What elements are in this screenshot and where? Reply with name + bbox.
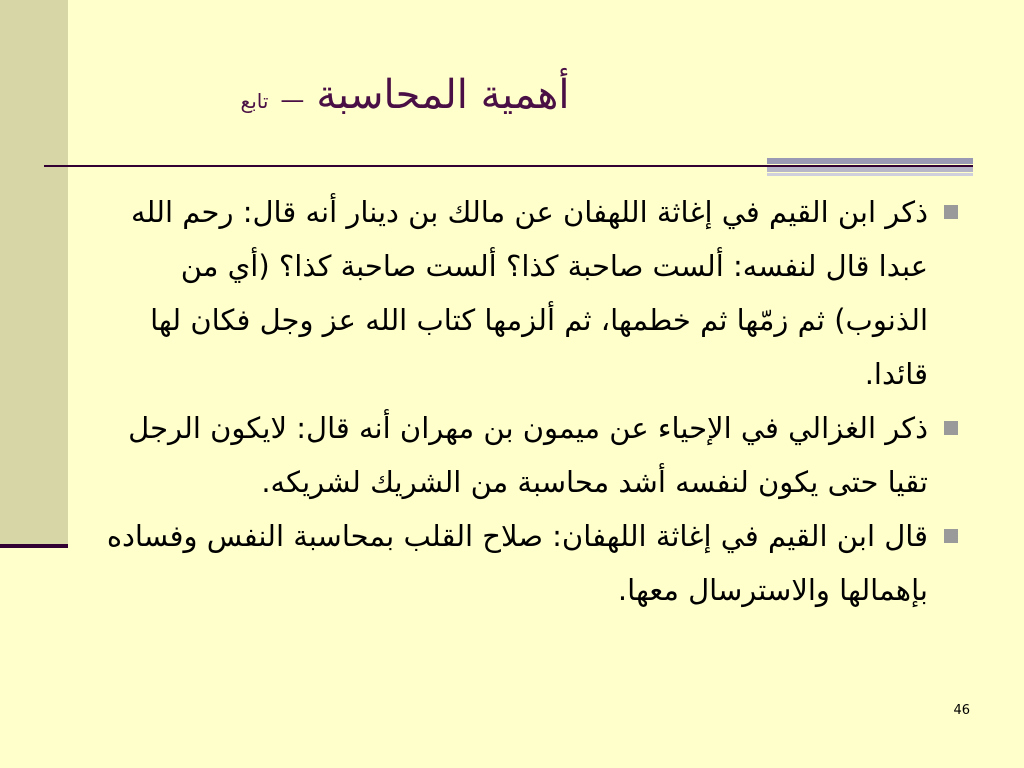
decorative-stripes [767,158,973,176]
title-suffix: تابع [240,89,269,113]
square-bullet-icon [944,421,958,435]
side-band-rule [0,544,68,548]
bullet-text: قال ابن القيم في إغاثة اللهفان: صلاح القلب بمحاسبة النفس وفساده بإهمالها والاسترسال معها. [106,519,928,607]
bullet-item [100,185,968,401]
side-band [0,0,68,548]
page-number: 46 [953,703,970,718]
square-bullet-icon [944,529,958,543]
title-separator: — [280,86,305,114]
bullet-text: ذكر الغزالي في الإحياء عن ميمون بن مهران أنه قال: لايكون الرجل تقيا حتى يكون لنفسه أشد محاسبة من الشريك لشريكه. [128,411,928,499]
bullet-item [100,401,968,509]
bullet-text: ذكر ابن القيم في إغاثة اللهفان عن مالك بن دينار أنه قال: رحم الله عبدا قال لنفسه: ألست صاحبة كذا؟ ألست صاحبة كذا؟ (أي من الذنوب) ثم زمّها ثم خطمها، ثم ألزمها كتاب الله عز وجل فكان لها قائدا. [131,195,928,391]
bullet-list [100,185,968,617]
square-bullet-icon [944,205,958,219]
title-main: أهمية المحاسبة [316,72,570,118]
slide-title [80,60,730,130]
title-rule [44,165,973,167]
bullet-item [100,509,968,617]
